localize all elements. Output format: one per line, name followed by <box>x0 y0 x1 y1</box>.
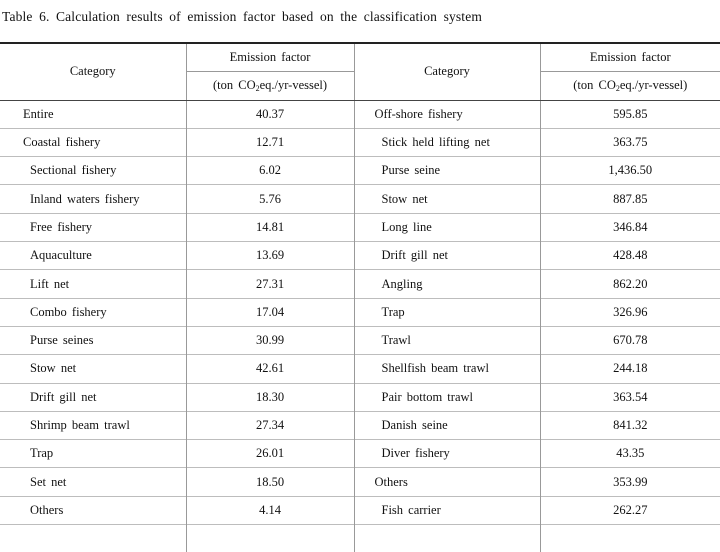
table-row <box>0 185 720 213</box>
left-emission-factor-cell: 27.31 <box>186 270 354 298</box>
table-row <box>0 383 720 411</box>
left-category-cell: Aquaculture <box>0 242 186 270</box>
right-emission-factor-cell: 670.78 <box>540 326 720 354</box>
left-category-cell: Set net <box>0 468 186 496</box>
table-row <box>0 468 720 496</box>
left-emission-factor-cell: 5.76 <box>186 185 354 213</box>
left-emission-factor-cell: 12.71 <box>186 128 354 156</box>
right-emission-factor-cell: 353.99 <box>540 468 720 496</box>
table-row <box>0 411 720 439</box>
right-emission-factor-cell: 862.20 <box>540 270 720 298</box>
right-emission-factor-cell: 244.18 <box>540 355 720 383</box>
header-category-right: Category <box>354 43 540 100</box>
table-row <box>0 355 720 383</box>
left-category-cell: Entire <box>23 106 54 121</box>
left-category-cell: Drift gill net <box>0 383 186 411</box>
left-emission-factor-cell: 42.61 <box>186 355 354 383</box>
table-row <box>0 298 720 326</box>
table-body <box>0 100 720 552</box>
left-emission-factor-cell: 18.50 <box>186 468 354 496</box>
right-category-cell: Diver fishery <box>354 440 540 468</box>
table-row <box>0 128 720 156</box>
left-emission-factor-cell <box>186 525 354 552</box>
right-emission-factor-cell: 595.85 <box>540 100 720 128</box>
left-category-cell: Lift net <box>0 270 186 298</box>
emission-factor-table <box>0 42 720 552</box>
table-row <box>0 157 720 185</box>
left-emission-factor-cell: 17.04 <box>186 298 354 326</box>
right-emission-factor-cell: 363.54 <box>540 383 720 411</box>
header-unit-right: (ton $CO_2eq./yr-vessel$) <box>540 72 720 100</box>
right-category-cell: Trap <box>354 298 540 326</box>
left-category-cell: Others <box>0 496 186 524</box>
left-emission-factor-cell: 40.37 <box>186 100 354 128</box>
left-category-cell: Shrimp beam trawl <box>0 411 186 439</box>
right-category-cell: Trawl <box>354 326 540 354</box>
right-category-cell: Drift gill net <box>354 242 540 270</box>
right-category-cell: Shellfish beam trawl <box>354 355 540 383</box>
table-row <box>0 242 720 270</box>
header-category-left: Category <box>0 43 186 100</box>
table-row <box>0 270 720 298</box>
left-category-cell: Purse seines <box>0 326 186 354</box>
right-category-cell: Angling <box>354 270 540 298</box>
right-emission-factor-cell <box>540 525 720 552</box>
right-category-cell: Stow net <box>354 185 540 213</box>
header-unit-left: (ton $CO_2eq./yr-vessel$) <box>186 72 354 100</box>
right-category-cell: Others <box>354 468 540 496</box>
left-category-cell: Stow net <box>0 355 186 383</box>
right-emission-factor-cell: 363.75 <box>540 128 720 156</box>
left-category-cell: Sectional fishery <box>0 157 186 185</box>
left-category-cell: Free fishery <box>0 213 186 241</box>
left-emission-factor-cell: 14.81 <box>186 213 354 241</box>
right-emission-factor-cell: 346.84 <box>540 213 720 241</box>
table-row <box>0 326 720 354</box>
right-category-cell <box>354 525 540 552</box>
left-category-cell: Trap <box>0 440 186 468</box>
left-category-cell: Coastal fishery <box>0 128 186 156</box>
right-emission-factor-cell: 43.35 <box>540 440 720 468</box>
left-emission-factor-cell: 26.01 <box>186 440 354 468</box>
left-emission-factor-cell: 27.34 <box>186 411 354 439</box>
right-emission-factor-cell: 841.32 <box>540 411 720 439</box>
table-row <box>0 525 720 552</box>
header-emission-factor-left: Emission factor <box>186 43 354 72</box>
right-emission-factor-cell: 887.85 <box>540 185 720 213</box>
left-emission-factor-cell: 6.02 <box>186 157 354 185</box>
left-emission-factor-cell: 13.69 <box>186 242 354 270</box>
left-category-cell: Inland waters fishery <box>0 185 186 213</box>
table-row <box>0 496 720 524</box>
table-row <box>0 440 720 468</box>
right-category-cell: Purse seine <box>354 157 540 185</box>
left-emission-factor-cell: 30.99 <box>186 326 354 354</box>
right-category-cell: Off-shore fishery <box>354 100 540 128</box>
left-category-cell: Combo fishery <box>0 298 186 326</box>
header-emission-factor-right: Emission factor <box>540 43 720 72</box>
left-emission-factor-cell: 18.30 <box>186 383 354 411</box>
right-category-cell: Fish carrier <box>354 496 540 524</box>
right-emission-factor-cell: 428.48 <box>540 242 720 270</box>
right-emission-factor-cell: 262.27 <box>540 496 720 524</box>
left-emission-factor-cell: 4.14 <box>186 496 354 524</box>
right-category-cell: Danish seine <box>354 411 540 439</box>
table-row <box>0 213 720 241</box>
table-row <box>0 100 720 128</box>
right-category-cell: Pair bottom trawl <box>354 383 540 411</box>
table-caption: Table 6. Calculation results of emission factor based on the classification system <box>2 9 482 24</box>
right-emission-factor-cell: 1,436.50 <box>540 157 720 185</box>
left-category-cell <box>0 525 186 552</box>
right-emission-factor-cell: 326.96 <box>540 298 720 326</box>
right-category-cell: Stick held lifting net <box>354 128 540 156</box>
right-category-cell: Long line <box>354 213 540 241</box>
